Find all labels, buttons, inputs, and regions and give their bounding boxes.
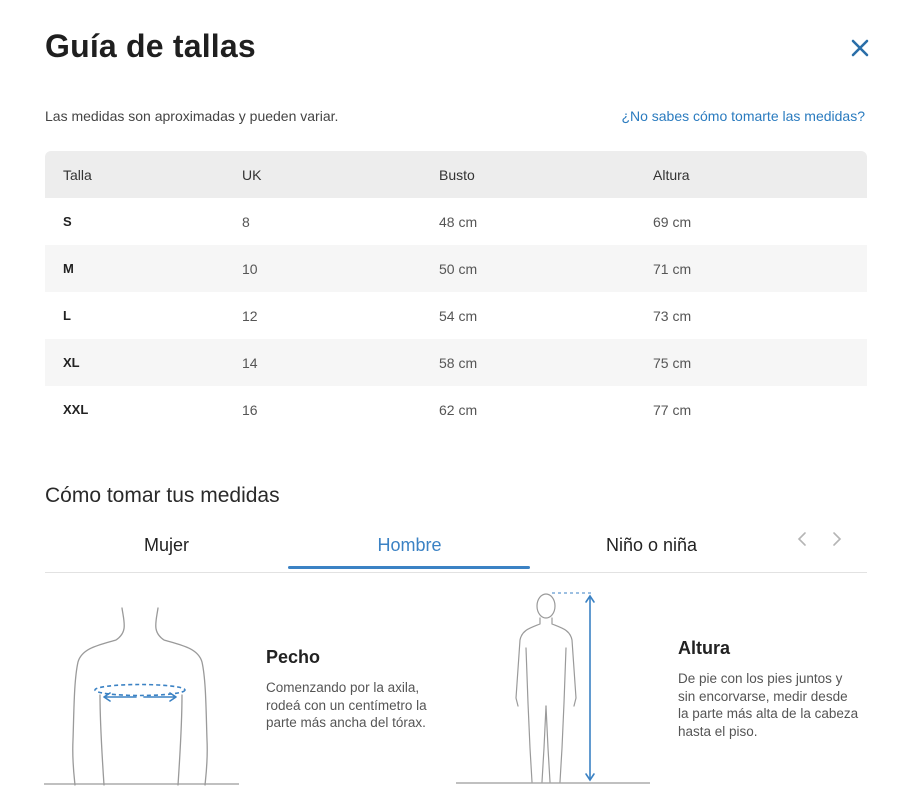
uk-cell: 14 xyxy=(242,354,258,371)
size-cell: M xyxy=(63,261,74,276)
chest-description-line: rodeá con un centímetro la xyxy=(266,697,427,713)
size-cell: S xyxy=(63,214,72,229)
bust-cell: 58 cm xyxy=(439,354,478,371)
bust-cell: 50 cm xyxy=(439,260,478,277)
table-row xyxy=(45,386,867,433)
tab-nino-o-nina[interactable]: Niño o niña xyxy=(605,534,698,555)
height-description-line: hasta el piso. xyxy=(678,723,758,739)
tab-mujer[interactable]: Mujer xyxy=(143,534,189,555)
height-description-line: De pie con los pies juntos y xyxy=(678,671,843,686)
table-row xyxy=(45,198,867,245)
height-cell: 69 cm xyxy=(653,213,692,230)
height-title: Altura xyxy=(678,638,731,658)
uk-cell: 10 xyxy=(242,260,258,277)
chevron-right-icon xyxy=(832,531,842,547)
help-measure-link[interactable]: ¿No sabes cómo tomarte las medidas? xyxy=(621,108,865,124)
height-cell: 73 cm xyxy=(653,307,692,324)
howto-title: Cómo tomar tus medidas xyxy=(45,484,280,507)
bust-cell: 48 cm xyxy=(439,213,478,230)
table-row xyxy=(45,245,867,292)
height-description-line: la parte más alta de la cabeza xyxy=(678,706,859,721)
chest-description-line: parte más ancha del tórax. xyxy=(266,715,426,730)
uk-cell: 12 xyxy=(242,307,258,324)
tab-hombre[interactable]: Hombre xyxy=(377,534,442,555)
table-row xyxy=(45,292,867,339)
uk-cell: 16 xyxy=(242,401,258,418)
bust-cell: 62 cm xyxy=(439,401,478,418)
height-measure-illustration xyxy=(456,588,656,788)
uk-cell: 8 xyxy=(242,213,250,230)
size-cell: XXL xyxy=(63,402,89,417)
disclaimer-text: Las medidas son aproximadas y pueden variar. xyxy=(45,108,339,124)
column-header-busto: Busto xyxy=(439,166,475,183)
page-title: Guía de tallas xyxy=(45,28,256,64)
column-header-talla: Talla xyxy=(63,166,92,183)
height-description-line: sin encorvarse, medir desde xyxy=(678,688,848,704)
gender-tabs xyxy=(45,520,867,573)
next-tab-button[interactable] xyxy=(826,528,848,550)
height-description xyxy=(678,670,858,740)
column-header-altura: Altura xyxy=(653,166,690,183)
chest-measure-illustration xyxy=(44,600,244,788)
bust-cell: 54 cm xyxy=(439,307,478,324)
chest-title: Pecho xyxy=(266,647,321,667)
size-cell: XL xyxy=(63,355,80,370)
close-icon xyxy=(851,39,869,57)
table-row xyxy=(45,339,867,386)
chevron-left-icon xyxy=(797,531,807,547)
prev-tab-button[interactable] xyxy=(791,528,813,550)
size-cell: L xyxy=(63,308,71,323)
close-button[interactable] xyxy=(846,34,874,62)
height-cell: 77 cm xyxy=(653,401,692,418)
table-header xyxy=(45,151,867,198)
chest-description-line: Comenzando por la axila, xyxy=(266,680,420,695)
chest-description xyxy=(266,679,427,732)
height-cell: 75 cm xyxy=(653,354,692,371)
column-header-uk: UK xyxy=(242,166,262,183)
size-table xyxy=(45,151,867,433)
active-tab-indicator xyxy=(288,566,530,569)
height-cell: 71 cm xyxy=(653,260,692,277)
